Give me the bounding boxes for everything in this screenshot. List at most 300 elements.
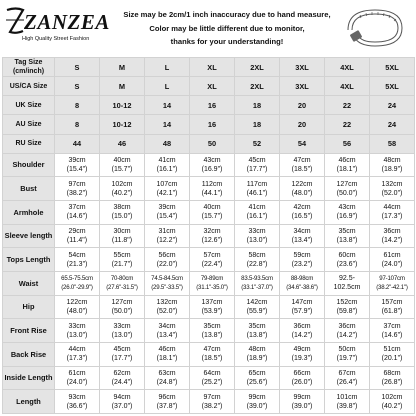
cm-value: 46cm xyxy=(338,156,356,164)
cm-value: 152cm xyxy=(336,298,358,306)
label-line: Tag Size xyxy=(14,59,43,67)
inch-value: (11.8") xyxy=(111,236,133,244)
cm-value: 64cm xyxy=(203,369,221,377)
cm-value: 74.5-84.5cm xyxy=(151,275,183,283)
inch-value: (14.2") xyxy=(291,331,313,339)
cm-value: 58cm xyxy=(248,251,266,259)
measurement-cell xyxy=(370,200,415,224)
measurement-cell xyxy=(190,177,235,201)
measurement-cell xyxy=(55,366,100,390)
inch-value: (24.4") xyxy=(111,378,133,386)
cm-value: 79-89cm xyxy=(200,275,224,283)
inch-value: (17.3") xyxy=(381,213,403,221)
inch-value: (38.2"-42.1") xyxy=(376,284,408,292)
inch-value: (18.5") xyxy=(201,355,223,363)
inch-value: (15.7") xyxy=(201,213,223,221)
measurement-cell xyxy=(235,366,280,390)
cm-value: 34cm xyxy=(158,322,176,330)
size-system-label xyxy=(3,58,55,77)
measurement-cell xyxy=(100,224,145,248)
measurement-cell xyxy=(325,342,370,366)
cm-value: 47cm xyxy=(203,346,221,354)
inch-value: (26.4") xyxy=(336,378,358,386)
cm-value: 68cm xyxy=(383,369,401,377)
measurement-cell xyxy=(190,224,235,248)
inch-value: (12.2") xyxy=(156,236,178,244)
measurement-cell xyxy=(325,200,370,224)
inch-value: (39.8") xyxy=(336,402,358,410)
inch-value: (52.0") xyxy=(381,189,403,197)
cm-value: 41cm xyxy=(248,204,266,212)
notice-line: thanks for your understanding! xyxy=(170,37,284,46)
cm-value: 99cm xyxy=(248,393,266,401)
measurement-cell xyxy=(100,342,145,366)
inch-value: (33.1"-37.0") xyxy=(241,284,273,292)
inch-value: (44.1") xyxy=(201,189,223,197)
notice-line: Color may be little different due to monitor, xyxy=(149,23,305,33)
cm-value: 66cm xyxy=(293,369,311,377)
cm-value: 50cm xyxy=(338,346,356,354)
inch-value: (23.6") xyxy=(336,260,358,268)
measurement-cell xyxy=(55,271,100,295)
measurement-cell xyxy=(370,342,415,366)
measurement-cell xyxy=(325,271,370,295)
measurement-cell xyxy=(190,200,235,224)
cm-value: 42cm xyxy=(293,204,311,212)
size-value-cell: 14 xyxy=(145,115,190,134)
inch-value: (42.1") xyxy=(156,189,178,197)
inch-value: (16.9") xyxy=(201,165,223,173)
inch-value: (37.0") xyxy=(111,402,133,410)
cm-value: 102cm xyxy=(381,393,403,401)
cm-value: 59cm xyxy=(293,251,311,259)
measurement-cell xyxy=(235,342,280,366)
cm-value: 88-98cm xyxy=(290,275,314,283)
cm-value: 112cm xyxy=(201,180,223,188)
cm-value: 30cm xyxy=(113,227,131,235)
measurement-cell xyxy=(145,342,190,366)
measurement-cell xyxy=(55,342,100,366)
inch-value: (37.8") xyxy=(156,402,178,410)
size-value-cell: S xyxy=(55,58,100,77)
size-value-cell: 3XL xyxy=(280,58,325,77)
measurement-cell xyxy=(235,200,280,224)
measurement-cell xyxy=(55,295,100,319)
cm-value: 39cm xyxy=(158,204,176,212)
cm-value: 65cm xyxy=(248,369,266,377)
measurement-cell xyxy=(100,271,145,295)
size-value-cell: 20 xyxy=(280,96,325,115)
measurement-cell xyxy=(280,271,325,295)
size-header-row xyxy=(3,58,415,77)
measurement-cell xyxy=(235,224,280,248)
brand-tagline: High Quality Street Fashion xyxy=(22,36,90,42)
cm-value: 45cm xyxy=(113,346,131,354)
measurement-cell xyxy=(55,177,100,201)
cm-value: 132cm xyxy=(156,298,178,306)
cm-value: 37cm xyxy=(383,322,401,330)
cm-value: 93cm xyxy=(68,393,86,401)
inch-value: (39.0") xyxy=(291,402,313,410)
inch-value: (14.6") xyxy=(66,213,88,221)
size-value-cell: S xyxy=(55,77,100,96)
measurement-label: Shoulder xyxy=(3,153,55,177)
measurement-cell xyxy=(325,153,370,177)
measurement-cell xyxy=(370,177,415,201)
size-value-cell: 2XL xyxy=(235,58,280,77)
measurement-cell xyxy=(370,153,415,177)
cm-value: 117cm xyxy=(246,180,268,188)
cm-value: 61cm xyxy=(68,369,86,377)
measurement-label: Front Rise xyxy=(3,319,55,343)
size-value-cell: 18 xyxy=(235,115,280,134)
cm-value: 44cm xyxy=(383,204,401,212)
size-value-cell: 44 xyxy=(55,134,100,153)
inch-value: (11.4") xyxy=(66,236,88,244)
cm-value: 107cm xyxy=(156,180,178,188)
size-table xyxy=(2,57,415,414)
size-value-cell: 24 xyxy=(370,96,415,115)
size-value-cell: 54 xyxy=(280,134,325,153)
size-value-cell: 2XL xyxy=(235,77,280,96)
size-value-cell: 5XL xyxy=(370,77,415,96)
cm-value: 36cm xyxy=(293,322,311,330)
inch-value: (22.4") xyxy=(201,260,223,268)
cm-value: 60cm xyxy=(338,251,356,259)
size-value-cell: 3XL xyxy=(280,77,325,96)
size-value-cell: L xyxy=(145,58,190,77)
cm-value: 63cm xyxy=(158,369,176,377)
size-value-cell: 56 xyxy=(325,134,370,153)
cm-value: 33cm xyxy=(68,322,86,330)
cm-value: 38cm xyxy=(113,204,131,212)
measurement-cell xyxy=(145,390,190,414)
measurement-cell xyxy=(100,390,145,414)
cm-value: 39cm xyxy=(68,156,86,164)
cm-value: 127cm xyxy=(111,298,133,306)
measurement-cell xyxy=(100,153,145,177)
cm-value: 137cm xyxy=(201,298,223,306)
inch-value: 102.5cm xyxy=(333,284,361,292)
inch-value: (13.0") xyxy=(111,331,133,339)
inch-value: (48.0") xyxy=(66,307,88,315)
cm-value: 47cm xyxy=(293,156,311,164)
measurement-label: Tops Length xyxy=(3,248,55,272)
inch-value: (57.9") xyxy=(291,307,313,315)
cm-value: 46cm xyxy=(158,346,176,354)
measuring-tape-icon xyxy=(346,6,404,50)
cm-value: 97cm xyxy=(203,393,221,401)
size-value-cell: L xyxy=(145,77,190,96)
size-value-cell: M xyxy=(100,58,145,77)
size-value-cell: 46 xyxy=(100,134,145,153)
measurement-cell xyxy=(280,390,325,414)
measurement-cell xyxy=(55,224,100,248)
measurement-cell xyxy=(145,248,190,272)
cm-value: 99cm xyxy=(293,393,311,401)
size-value-cell: 14 xyxy=(145,96,190,115)
inch-value: (19.3") xyxy=(291,355,313,363)
inch-value: (18.9") xyxy=(246,355,268,363)
measurement-cell xyxy=(235,153,280,177)
measurement-cell xyxy=(145,319,190,343)
inch-value: (48.0") xyxy=(291,189,313,197)
measurement-label: Inside Length xyxy=(3,366,55,390)
measurement-cell xyxy=(145,271,190,295)
measurement-cell xyxy=(55,390,100,414)
inch-value: (39.0") xyxy=(246,402,268,410)
inch-value: (17.7") xyxy=(246,165,268,173)
inch-value: (21.3") xyxy=(66,260,88,268)
measurement-label: Armhole xyxy=(3,200,55,224)
cm-value: 32cm xyxy=(203,227,221,235)
inch-value: (17.3") xyxy=(66,355,88,363)
measurement-label: Sleeve length xyxy=(3,224,55,248)
measurement-row xyxy=(3,319,415,343)
measurement-cell xyxy=(145,177,190,201)
size-value-cell: 18 xyxy=(235,96,280,115)
measurement-row xyxy=(3,177,415,201)
inch-value: (59.8") xyxy=(336,307,358,315)
cm-value: 97cm xyxy=(68,180,86,188)
measurement-cell xyxy=(235,177,280,201)
inch-value: (13.0") xyxy=(246,236,268,244)
measurement-cell xyxy=(145,366,190,390)
inch-value: (17.7") xyxy=(111,355,133,363)
cm-value: 122cm xyxy=(66,298,88,306)
inch-value: (24.0") xyxy=(381,260,403,268)
measurement-label: Bust xyxy=(3,177,55,201)
inch-value: (24.0") xyxy=(66,378,88,386)
inch-value: (16.1") xyxy=(246,213,268,221)
inch-value: (27.6"-31.5") xyxy=(106,284,138,292)
brand-name: ZANZEA xyxy=(24,10,110,34)
inch-value: (25.6") xyxy=(246,378,268,386)
cm-value: 62cm xyxy=(113,369,131,377)
cm-value: 36cm xyxy=(383,227,401,235)
measurement-cell xyxy=(370,390,415,414)
cm-value: 41cm xyxy=(158,156,176,164)
inch-value: (13.8") xyxy=(201,331,223,339)
inch-value: (46.1") xyxy=(246,189,268,197)
cm-value: 43cm xyxy=(203,156,221,164)
inch-value: (13.8") xyxy=(336,236,358,244)
inch-value: (15.7") xyxy=(111,165,133,173)
cm-value: 35cm xyxy=(338,227,356,235)
brand-mark-icon xyxy=(4,6,26,36)
size-system-label xyxy=(3,134,55,153)
measurement-row xyxy=(3,200,415,224)
cm-value: 94cm xyxy=(113,393,131,401)
cm-value: 55cm xyxy=(113,251,131,259)
label-line: UK Size xyxy=(15,101,42,109)
cm-value: 48cm xyxy=(248,346,266,354)
inch-value: (55.9") xyxy=(246,307,268,315)
cm-value: 35cm xyxy=(203,322,221,330)
measurement-cell xyxy=(235,390,280,414)
size-value-cell: XL xyxy=(190,58,235,77)
size-value-cell: 52 xyxy=(235,134,280,153)
cm-value: 44cm xyxy=(68,346,86,354)
inch-value: (61.8") xyxy=(381,307,403,315)
measurement-notice xyxy=(112,8,342,49)
measurement-cell xyxy=(370,248,415,272)
size-value-cell: 22 xyxy=(325,96,370,115)
cm-value: 49cm xyxy=(293,346,311,354)
measurement-row xyxy=(3,271,415,295)
inch-value: (16.9") xyxy=(336,213,358,221)
size-value-cell: M xyxy=(100,77,145,96)
measurement-cell xyxy=(235,271,280,295)
measurement-cell xyxy=(100,177,145,201)
inch-value: (13.4") xyxy=(156,331,178,339)
size-value-cell: 8 xyxy=(55,115,100,134)
cm-value: 36cm xyxy=(338,322,356,330)
measurement-cell xyxy=(100,200,145,224)
inch-value: (18.1") xyxy=(156,355,178,363)
inch-value: (21.7") xyxy=(111,260,133,268)
measurement-cell xyxy=(370,366,415,390)
measurement-cell xyxy=(280,342,325,366)
measurement-label: Length xyxy=(3,390,55,414)
inch-value: (38.2") xyxy=(201,402,223,410)
measurement-row xyxy=(3,224,415,248)
cm-value: 96cm xyxy=(158,393,176,401)
measurement-cell xyxy=(190,295,235,319)
cm-value: 83.5-93.5cm xyxy=(241,275,273,283)
cm-value: 65.5-75.5cm xyxy=(61,275,93,283)
inch-value: (40.2") xyxy=(381,402,403,410)
cm-value: 92.5- xyxy=(339,275,355,283)
size-value-cell: 8 xyxy=(55,96,100,115)
inch-value: (16.5") xyxy=(291,213,313,221)
cm-value: 97-107cm xyxy=(379,275,405,283)
measurement-cell xyxy=(190,153,235,177)
size-system-label xyxy=(3,96,55,115)
measurement-cell xyxy=(325,366,370,390)
inch-value: (40.2") xyxy=(111,189,133,197)
size-value-cell: 16 xyxy=(190,96,235,115)
cm-value: 45cm xyxy=(248,156,266,164)
inch-value: (14.6") xyxy=(381,331,403,339)
size-value-cell: 16 xyxy=(190,115,235,134)
measurement-cell xyxy=(100,295,145,319)
inch-value: (12.6") xyxy=(201,236,223,244)
cm-value: 31cm xyxy=(158,227,176,235)
measurement-cell xyxy=(325,390,370,414)
measurement-cell xyxy=(370,271,415,295)
label-line: AU Size xyxy=(15,120,42,128)
size-value-cell: 5XL xyxy=(370,58,415,77)
measurement-row xyxy=(3,342,415,366)
label-line: US/CA Size xyxy=(9,82,48,90)
cm-value: 122cm xyxy=(291,180,313,188)
cm-value: 70-80cm xyxy=(110,275,134,283)
measurement-cell xyxy=(280,153,325,177)
inch-value: (29.5"-33.5") xyxy=(151,284,183,292)
inch-value: (52.0") xyxy=(156,307,178,315)
measurement-cell xyxy=(145,153,190,177)
measurement-cell xyxy=(325,224,370,248)
inch-value: (20.1") xyxy=(381,355,403,363)
inch-value: (50.0") xyxy=(336,189,358,197)
measurement-cell xyxy=(100,248,145,272)
inch-value: (13.8") xyxy=(246,331,268,339)
measurement-cell xyxy=(280,200,325,224)
cm-value: 127cm xyxy=(336,180,358,188)
inch-value: (53.9") xyxy=(201,307,223,315)
cm-value: 132cm xyxy=(381,180,403,188)
size-header-row xyxy=(3,134,415,153)
inch-value: (15.4") xyxy=(156,213,178,221)
size-value-cell: 10-12 xyxy=(100,96,145,115)
size-value-cell: 4XL xyxy=(325,58,370,77)
inch-value: (34.6"-38.6") xyxy=(286,284,318,292)
measurement-cell xyxy=(190,319,235,343)
measurement-row xyxy=(3,295,415,319)
measurement-cell xyxy=(280,295,325,319)
measurement-cell xyxy=(325,177,370,201)
measurement-cell xyxy=(325,248,370,272)
size-header-row xyxy=(3,96,415,115)
measurement-cell xyxy=(280,319,325,343)
inch-value: (36.6") xyxy=(66,402,88,410)
cm-value: 33cm xyxy=(248,227,266,235)
cm-value: 40cm xyxy=(203,204,221,212)
inch-value: (23.2") xyxy=(291,260,313,268)
inch-value: (13.0") xyxy=(66,331,88,339)
size-value-cell: 50 xyxy=(190,134,235,153)
inch-value: (16.1") xyxy=(156,165,178,173)
size-value-cell: XL xyxy=(190,77,235,96)
size-header-row xyxy=(3,115,415,134)
measurement-cell xyxy=(280,248,325,272)
size-system-label xyxy=(3,77,55,96)
measurement-cell xyxy=(145,224,190,248)
measurement-cell xyxy=(325,319,370,343)
inch-value: (38.2") xyxy=(66,189,88,197)
measurement-cell xyxy=(235,295,280,319)
cm-value: 34cm xyxy=(293,227,311,235)
cm-value: 43cm xyxy=(338,204,356,212)
size-value-cell: 22 xyxy=(325,115,370,134)
measurement-cell xyxy=(235,319,280,343)
size-value-cell: 58 xyxy=(370,134,415,153)
size-value-cell: 20 xyxy=(280,115,325,134)
measurement-cell xyxy=(370,319,415,343)
cm-value: 51cm xyxy=(383,346,401,354)
measurement-row xyxy=(3,366,415,390)
measurement-cell xyxy=(190,366,235,390)
inch-value: (24.8") xyxy=(156,378,178,386)
notice-line: Size may be 2cm/1 inch inaccuracy due to hand measure, xyxy=(123,10,331,19)
inch-value: (26.0") xyxy=(291,378,313,386)
cm-value: 40cm xyxy=(113,156,131,164)
measurement-cell xyxy=(190,248,235,272)
label-line: (cm/inch) xyxy=(12,68,45,76)
inch-value: (25.2") xyxy=(201,378,223,386)
measurement-cell xyxy=(100,366,145,390)
cm-value: 35cm xyxy=(248,322,266,330)
measurement-cell xyxy=(55,319,100,343)
header xyxy=(0,0,416,56)
label-line: RU Size xyxy=(15,140,42,148)
cm-value: 157cm xyxy=(381,298,403,306)
measurement-cell xyxy=(325,295,370,319)
inch-value: (18.5") xyxy=(291,165,313,173)
inch-value: (26.8") xyxy=(381,378,403,386)
cm-value: 142cm xyxy=(246,298,268,306)
